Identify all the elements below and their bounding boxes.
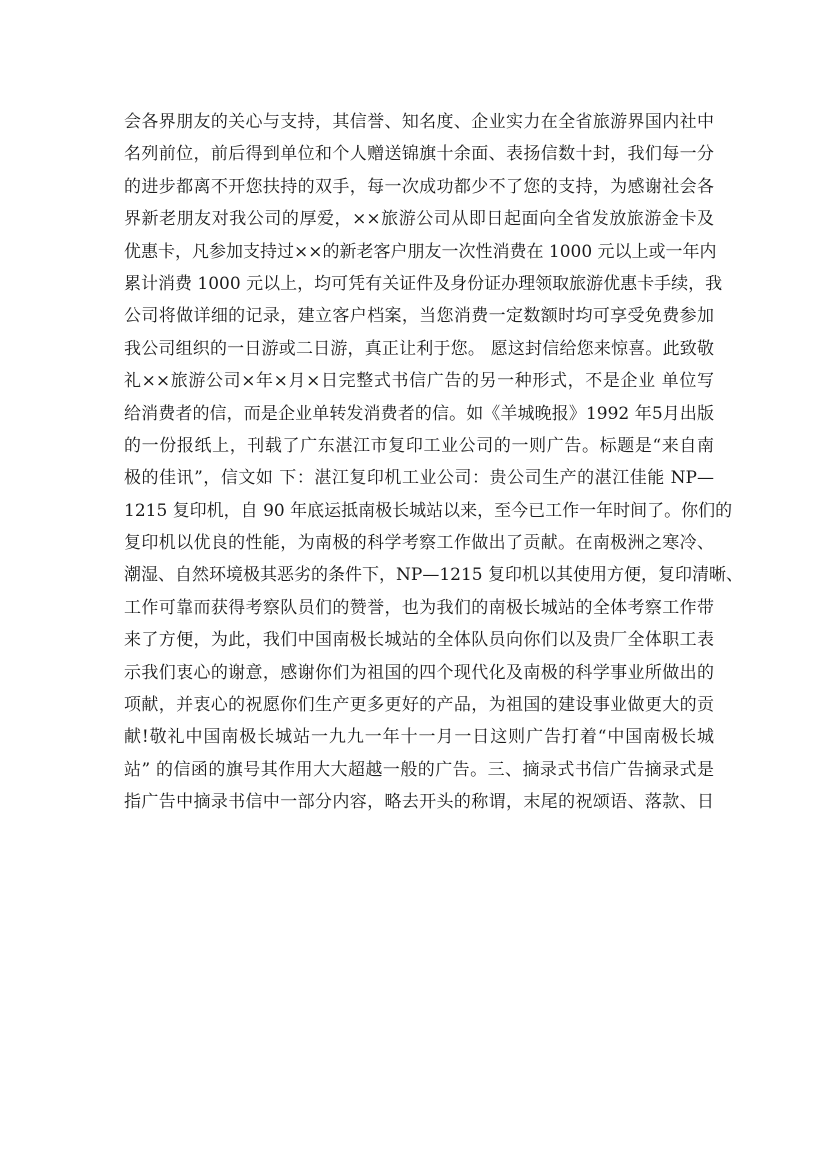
text-line: 我公司组织的一日游或二日游，真正让利于您。 愿这封信给您来惊喜。此致敬 bbox=[124, 338, 714, 359]
text-line: 累计消费 1000 元以上，均可凭有关证件及身份证办理领取旅游优惠卡手续，我 bbox=[124, 273, 723, 294]
text-line: 公司将做详细的记录，建立客户档案，当您消费一定数额时均可享受免费参加 bbox=[124, 306, 714, 327]
text-line: 站” 的信函的旗号其作用大大超越一般的广告。三、摘录式书信广告摘录式是 bbox=[124, 759, 714, 780]
text-line: 给消费者的信，而是企业单转发消费者的信。如《羊城晚报》1992 年5月出版 bbox=[124, 403, 714, 424]
text-line: 指广告中摘录书信中一部分内容，略去开头的称谓，末尾的祝颂语、落款、日 bbox=[124, 792, 714, 813]
text-line: 献!敬礼中国南极长城站一九九一年十一月一日这则广告打着“中国南极长城 bbox=[124, 727, 714, 748]
text-line: 礼××旅游公司×年×月×日完整式书信广告的另一种形式，不是企业 单位写 bbox=[124, 371, 714, 392]
text-line: 示我们衷心的谢意，感谢你们为祖国的四个现代化及南极的科学事业所做出的 bbox=[124, 662, 714, 683]
text-line: 潮湿、自然环境极其恶劣的条件下，NP—1215 复印机以其使用方便，复印清晰、 bbox=[124, 565, 743, 586]
text-line: 界新老朋友对我公司的厚爱，××旅游公司从即日起面向全省发放旅游金卡及 bbox=[124, 209, 714, 230]
text-line: 极的佳讯”，信文如 下：湛江复印机工业公司：贵公司生产的湛江佳能 NP— bbox=[124, 468, 714, 489]
text-line: 的进步都离不开您扶持的双手，每一次成功都少不了您的支持，为感谢社会各 bbox=[124, 176, 714, 197]
text-line: 项献，并衷心的祝愿你们生产更多更好的产品，为祖国的建设事业做更大的贡 bbox=[124, 695, 714, 716]
text-line: 名列前位，前后得到单位和个人赠送锦旗十余面、表扬信数十封，我们每一分 bbox=[124, 144, 714, 165]
text-line: 的一份报纸上，刊载了广东湛江市复印工业公司的一则广告。标题是“来自南 bbox=[124, 435, 714, 456]
text-line: 会各界朋友的关心与支持，其信誉、知名度、企业实力在全省旅游界国内社中 bbox=[124, 112, 714, 132]
body-text bbox=[124, 106, 743, 819]
text-line: 1215 复印机，自 90 年底运抵南极长城站以来，至今已工作一年时间了。你们的 bbox=[124, 500, 733, 521]
text-line: 复印机以优良的性能，为南极的科学考察工作做出了贡献。在南极洲之寒冷、 bbox=[124, 533, 714, 554]
text-line: 工作可靠而获得考察队员们的赞誉，也为我们的南极长城站的全体考察工作带 bbox=[124, 597, 714, 618]
text-line: 来了方便，为此，我们中国南极长城站的全体队员向你们以及贵厂全体职工表 bbox=[124, 630, 714, 651]
text-line: 优惠卡，凡参加支持过××的新老客户朋友一次性消费在 1000 元以上或一年内 bbox=[124, 241, 717, 262]
